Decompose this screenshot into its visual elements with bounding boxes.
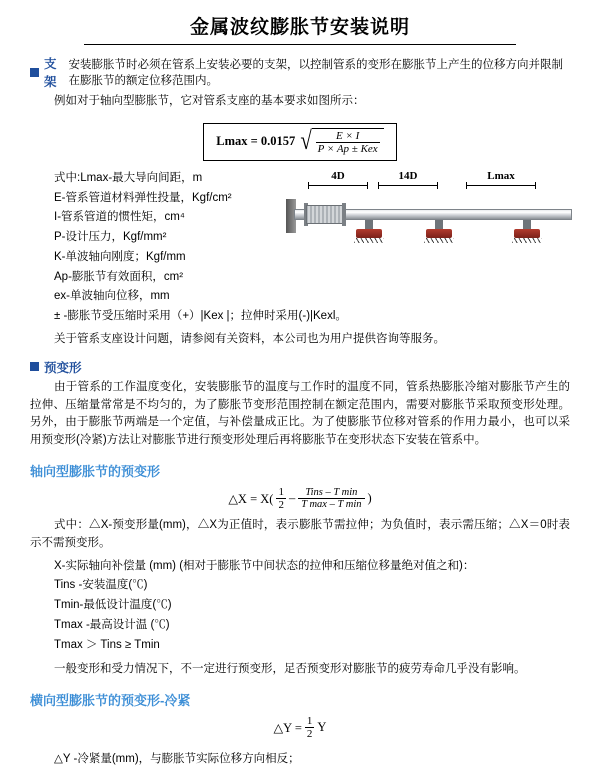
axial-equation-rhs: )	[367, 491, 372, 505]
axial-equation-lhs: △X = X(	[228, 491, 274, 506]
subheading-axial: 轴向型膨胀节的预变形	[30, 464, 161, 479]
pipe-support-2	[426, 220, 452, 238]
axial-item-4: Tmax ＞ Tins ≥ Tmin	[54, 638, 160, 651]
diagram-dimension-labels	[286, 171, 576, 187]
definition-item-1: E-管系管道材料弹性投量，Kgf/cm²	[54, 191, 232, 204]
dimension-line-4d	[308, 185, 368, 186]
square-bullet-icon	[30, 68, 39, 77]
definition-item-5: Ap-膨胀节有效面积，cm²	[54, 270, 184, 283]
lateral-note-list	[30, 750, 570, 770]
axial-item-1: Tins -安装温度(℃)	[54, 579, 148, 592]
lateral-fraction-denominator: 2	[306, 728, 313, 741]
formula-fraction	[312, 128, 384, 156]
predeform-paragraph-1: 由于管系的工作温度变化，安装膨胀节的温度与工作时的温度不同，管系热膨胀冷缩对膨胀节产生的拉伸、压缩量常常是不均匀的，为了膨胀节变形范围控制在额定范围内，需要对膨胀节采取预变形处理。另外，由于膨胀节两端是一个定值，与补偿量成正比。为了使膨胀节位移对管系的作用力最小，也可以采用预变形(冷紧)方法让对膨胀节进行预变形处理后再将膨胀节在变形状态下安装在管系中。	[30, 380, 570, 447]
lateral-note: △Y -冷紧量(mm)，与膨胀节实际位移方向相反；	[54, 753, 300, 766]
square-bullet-icon	[30, 362, 39, 371]
axial-item-2: Tmin-最低设计温度(℃)	[54, 599, 172, 612]
support-base-icon	[356, 229, 382, 238]
support-ground-hatch-icon	[354, 238, 384, 243]
axial-equation-half	[276, 486, 286, 511]
support-base-icon	[514, 229, 540, 238]
pipe-support-3	[514, 220, 540, 238]
expansion-joint-diagram	[286, 171, 576, 271]
lateral-equation-rhs: Y	[317, 720, 327, 735]
title-divider	[84, 44, 516, 45]
section-heading-predeform	[30, 358, 570, 376]
axial-item-3: Tmax -最高设计温 (℃)	[54, 618, 170, 631]
support-ground-hatch-icon	[512, 238, 542, 243]
definition-item-2: I-管系管道的惯性矩，cm⁴	[54, 211, 185, 224]
section-heading-bracket-label: 支架	[44, 57, 57, 89]
diagram-label-14d: 14D	[398, 169, 418, 182]
section-bracket-paragraph-1: 安装膨胀节时必须在管系上安装必要的支架，以控制管系的变形在膨胀节上产生的位移方向并限制在膨胀节的额定位移范围内。	[68, 59, 563, 87]
document-page	[0, 12, 600, 766]
lmax-formula-lhs: Lmax = 0.0157	[216, 134, 296, 149]
page-title: 金属波纹膨胀节安装说明	[189, 17, 410, 38]
formula-wrapper	[30, 115, 570, 167]
lmax-formula	[203, 123, 396, 161]
lateral-equation-lhs: △Y =	[273, 720, 302, 735]
support-ground-hatch-icon	[424, 238, 454, 243]
bellows-right-cap-icon	[342, 203, 346, 226]
formula-denominator: P × Ap ± Kex	[317, 142, 378, 155]
section-bracket-paragraph-2: 例如对于轴向型膨胀节，它对管系支座的基本要求如图所示：	[54, 95, 365, 107]
lateral-fraction-numerator: 1	[306, 715, 313, 728]
diagram-label-4d: 4D	[331, 169, 345, 182]
consult-note: 关于管系支座设计问题，请参阅有关资料，本公司也为用户提供咨询等服务。	[54, 332, 445, 345]
diagram-label-lmax: Lmax	[487, 169, 515, 182]
definition-item-7: ± -膨胀节受压缩时采用（+）|Kex |；拉伸时采用(-)|Kexl。	[54, 310, 347, 323]
axial-note-1: 式中：△X-预变形量(mm)，△X为正值时，表示膨胀节需拉伸；为负值时，表示需压缩；△X＝0时表示不需预变形。	[30, 519, 570, 549]
axial-note-2: 一般变形和受力情况下，不一定进行预变形，足否预变形对膨胀节的疲劳寿命几乎没有影响。	[54, 663, 526, 676]
subheading-lateral: 横向型膨胀节的预变形-冷紧	[30, 693, 191, 709]
axial-equation-minus: –	[288, 491, 296, 505]
radical-sign-icon: √	[300, 125, 313, 155]
axial-half-numerator: 1	[278, 486, 284, 498]
axial-items-list	[30, 557, 570, 656]
definition-item-6: ex-单波轴向位移，mm	[54, 290, 170, 303]
definition-item-4: K-单波轴向刚度；Kgf/mm	[54, 250, 186, 263]
pipe-support-1	[356, 220, 382, 238]
support-base-icon	[426, 229, 452, 238]
dimension-line-lmax	[466, 185, 536, 186]
pipe-assembly-illustration	[286, 189, 576, 249]
axial-fraction-denominator: T max – T min	[298, 498, 364, 510]
section-heading-bracket	[30, 54, 570, 90]
definition-item-0: 式中:Lmax-最大导向间距，m	[54, 171, 203, 184]
dimension-line-14d	[378, 185, 438, 186]
axial-half-denominator: 2	[278, 499, 284, 511]
axial-equation	[30, 486, 570, 511]
bellows-expansion-joint-icon	[306, 205, 344, 224]
axial-fraction-numerator: Tins – T min	[305, 487, 358, 498]
formula-numerator: E × I	[335, 129, 360, 142]
section-heading-predeform-label: 预变形	[44, 360, 82, 375]
axial-equation-fraction	[298, 487, 364, 510]
document-content	[0, 54, 600, 770]
definition-item-3: P-设计压力，Kgf/mm²	[54, 231, 167, 244]
axial-equation-inline	[228, 486, 371, 511]
axial-item-0: X-实际轴向补偿量 (mm) (相对于膨胀节中间状态的拉伸和压缩位移量绝对值之和)：	[54, 559, 475, 572]
square-root-icon	[299, 125, 383, 156]
